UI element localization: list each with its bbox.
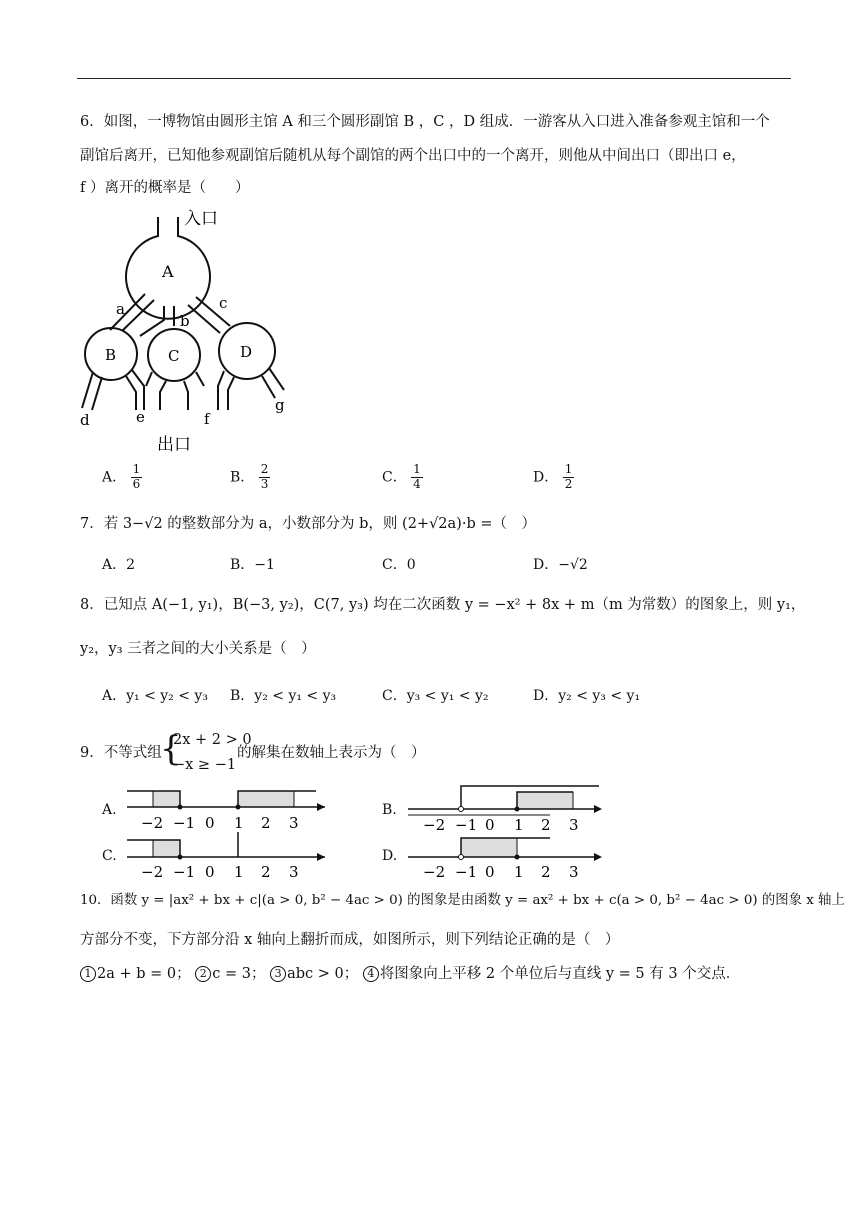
hall-c-label: C [168, 347, 180, 365]
svg-text:−2: −2 [141, 814, 164, 832]
svg-text:2: 2 [541, 863, 551, 880]
number-line-d[interactable] [405, 830, 605, 880]
circled-number-2: 2 [195, 966, 211, 982]
q8-option-c[interactable]: C．y₃ < y₁ < y₂ [382, 688, 489, 704]
svg-text:0: 0 [485, 816, 495, 834]
hall-d-label: D [240, 343, 253, 361]
svg-text:0: 0 [205, 863, 215, 880]
svg-text:−2: −2 [141, 863, 164, 880]
svg-text:1: 1 [514, 816, 524, 834]
q9-option-a-label[interactable]: A. [102, 802, 117, 818]
path-c-label: c [219, 294, 228, 312]
q9-option-c-label[interactable]: C. [102, 848, 117, 864]
q9-option-b-label[interactable]: B. [382, 802, 397, 818]
q10-statements: 1 2a + b = 0； 2 c = 3； 3 abc > 0； 4 将图象向上平移 2 个单位后与直线 y = 5 有 3 个交点． [80, 966, 740, 982]
circled-number-4: 4 [363, 966, 379, 982]
exit-d-label: d [80, 411, 90, 429]
svg-text:2: 2 [541, 816, 551, 834]
svg-text:1: 1 [514, 863, 524, 880]
q10-stem-line1: 10．函数 y = |ax² + bx + c|(a > 0, b² − 4ac > 0) 的图象是由函数 y = ax² + bx + c(a > 0, b² − 4ac > 0) 的图象 x 轴上 [80, 893, 845, 908]
museum-diagram [70, 200, 310, 460]
q7-stem: 7．若 3−√2 的整数部分为 a，小数部分为 b，则 (2+√2a)·b =（ ） [80, 516, 536, 532]
fraction: $\frac{1}{6}$ [132, 462, 141, 491]
fraction: $\frac{1}{4}$ [413, 462, 421, 491]
q9-inequality-2: −x ≥ −1 [173, 757, 237, 773]
svg-text:3: 3 [289, 863, 299, 880]
svg-text:−1: −1 [455, 863, 478, 880]
q9-prefix: 9．不等式组 [80, 745, 162, 761]
q7-option-a[interactable]: A．2 [102, 557, 136, 573]
q6-option-c[interactable]: C． $\frac{1}{4}$ [382, 462, 421, 491]
q9-option-d-label[interactable]: D. [382, 848, 398, 864]
q6-option-b[interactable]: B． $\frac{2}{3}$ [230, 462, 269, 491]
path-a-label: a [116, 300, 125, 318]
q9-suffix: 的解集在数轴上表示为（ ） [237, 745, 426, 761]
header-rule [77, 78, 791, 79]
q6-stem-line3: f ）离开的概率是（ ） [80, 180, 250, 196]
svg-text:0: 0 [205, 814, 215, 832]
q7-option-b[interactable]: B．−1 [230, 557, 275, 573]
q6-stem-line1: 6．如图，一博物馆由圆形主馆 A 和三个圆形副馆 B ，C ，D 组成．一游客从入口进入准备参观主馆和一个 [80, 114, 770, 130]
number-line-b[interactable] [405, 782, 605, 837]
number-line-c[interactable] [120, 830, 335, 880]
q8-option-d[interactable]: D．y₂ < y₃ < y₁ [533, 688, 641, 704]
svg-text:−2: −2 [423, 816, 446, 834]
q6-stem-line2: 副馆后离开，已知他参观副馆后随机从每个副馆的两个出口中的一个离开，则他从中间出口（即出口 e， [80, 148, 746, 164]
entrance-label: 入口 [184, 209, 218, 229]
q6-option-a[interactable]: A． $\frac{1}{6}$ [102, 462, 141, 491]
svg-text:1: 1 [234, 814, 244, 832]
svg-text:2: 2 [261, 863, 271, 880]
fraction: $\frac{2}{3}$ [260, 462, 269, 491]
path-b-label: b [180, 312, 190, 330]
circled-number-3: 3 [270, 966, 286, 982]
exit-f-label: f [204, 410, 210, 428]
exit-label: 出口 [157, 435, 191, 455]
q6-option-d[interactable]: D． $\frac{1}{2}$ [533, 462, 573, 491]
svg-text:0: 0 [485, 863, 495, 880]
svg-text:1: 1 [234, 863, 244, 880]
system-brace: { [160, 729, 182, 769]
hall-b-label: B [105, 346, 117, 364]
svg-text:−2: −2 [423, 863, 446, 880]
circled-number-1: 1 [80, 966, 96, 982]
q8-stem-line2: y₂，y₃ 三者之间的大小关系是（ ） [80, 641, 316, 657]
fraction: $\frac{1}{2}$ [564, 462, 573, 491]
hall-a-label: A [162, 262, 174, 281]
svg-text:−1: −1 [455, 816, 478, 834]
q7-option-c[interactable]: C．0 [382, 557, 416, 573]
svg-text:3: 3 [289, 814, 299, 832]
exit-e-label: e [136, 408, 145, 426]
svg-text:3: 3 [569, 863, 579, 880]
q8-stem-line1: 8．已知点 A(−1, y₁)，B(−3, y₂)，C(7, y₃) 均在二次函数 y = −x² + 8x + m（m 为常数）的图象上，则 y₁， [80, 597, 806, 613]
svg-text:−1: −1 [173, 863, 196, 880]
q10-stem-line2: 方部分不变，下方部分沿 x 轴向上翻折而成，如图所示，则下列结论正确的是（ ） [80, 932, 620, 948]
q8-option-a[interactable]: A．y₁ < y₂ < y₃ [102, 688, 208, 704]
q8-option-b[interactable]: B．y₂ < y₁ < y₃ [230, 688, 337, 704]
exit-g-label: g [275, 396, 285, 414]
svg-text:−1: −1 [173, 814, 196, 832]
svg-text:2: 2 [261, 814, 271, 832]
q9-inequality-1: 2x + 2 > 0 [173, 732, 252, 748]
number-line-a[interactable] [120, 785, 335, 835]
svg-text:3: 3 [569, 816, 579, 834]
q7-option-d[interactable]: D．−√2 [533, 557, 588, 573]
